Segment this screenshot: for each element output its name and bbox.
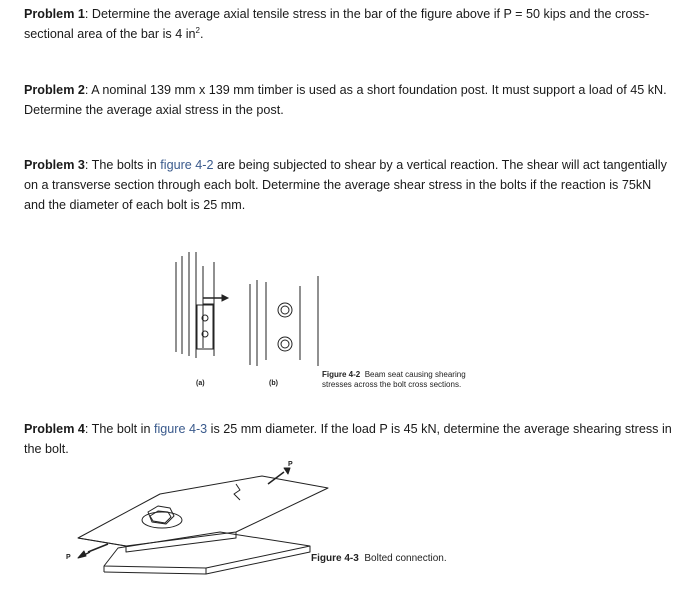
figure-4-3-load-bottom: P bbox=[66, 554, 71, 561]
figure-4-2-caption-text: Beam seat causing shearing stresses across the bolt cross sections. bbox=[322, 370, 466, 389]
problem-3-label: Problem 3 bbox=[24, 158, 85, 172]
problem-2-label: Problem 2 bbox=[24, 83, 85, 97]
figure-4-2-label-a: (a) bbox=[196, 380, 205, 387]
figure-4-3-caption-label: Figure 4-3 bbox=[311, 553, 359, 564]
problem-1-tail: . bbox=[199, 27, 204, 41]
problem-4-label: Problem 4 bbox=[24, 422, 85, 436]
figure-4-2-caption-label: Figure 4-2 bbox=[322, 370, 361, 379]
figure-4-3-caption bbox=[311, 554, 511, 564]
figure-4-3-load-top: P bbox=[288, 461, 293, 468]
figure-4-3-link[interactable]: figure 4-3 bbox=[153, 422, 208, 436]
figure-4-3-caption-text: Bolted connection. bbox=[364, 553, 447, 564]
problem-4-pre: : The bolt in bbox=[84, 422, 154, 436]
problem-3-post: are being subjected to shear by a vertical reaction. The shear will act tangentially on a transverse section through each bolt. Determine the average shear stress in the bolts if the reaction is 75kN and the diameter of each bolt is 25 mm. bbox=[24, 158, 667, 212]
problem-4-post: is 25 mm diameter. If the load P is 45 kN, determine the average shearing stress in the bolt. bbox=[24, 422, 672, 456]
problem-1-label: Problem 1 bbox=[24, 7, 85, 21]
problem-1-text: : Determine the average axial tensile stress in the bar of the figure above if P = 50 kips and the cross-sectional area of the bar is 4 in bbox=[24, 7, 650, 41]
figure-4-2-label-b: (b) bbox=[269, 380, 278, 387]
problem-2-text: : A nominal 139 mm x 139 mm timber is used as a short foundation post. It must support a load of 45 kN. Determine the average axial stress in the post. bbox=[24, 83, 667, 117]
problem-3-pre: : The bolts in bbox=[84, 158, 161, 172]
problem-1-sup: 2 bbox=[195, 25, 200, 35]
figure-4-2-link[interactable]: figure 4-2 bbox=[160, 158, 214, 172]
